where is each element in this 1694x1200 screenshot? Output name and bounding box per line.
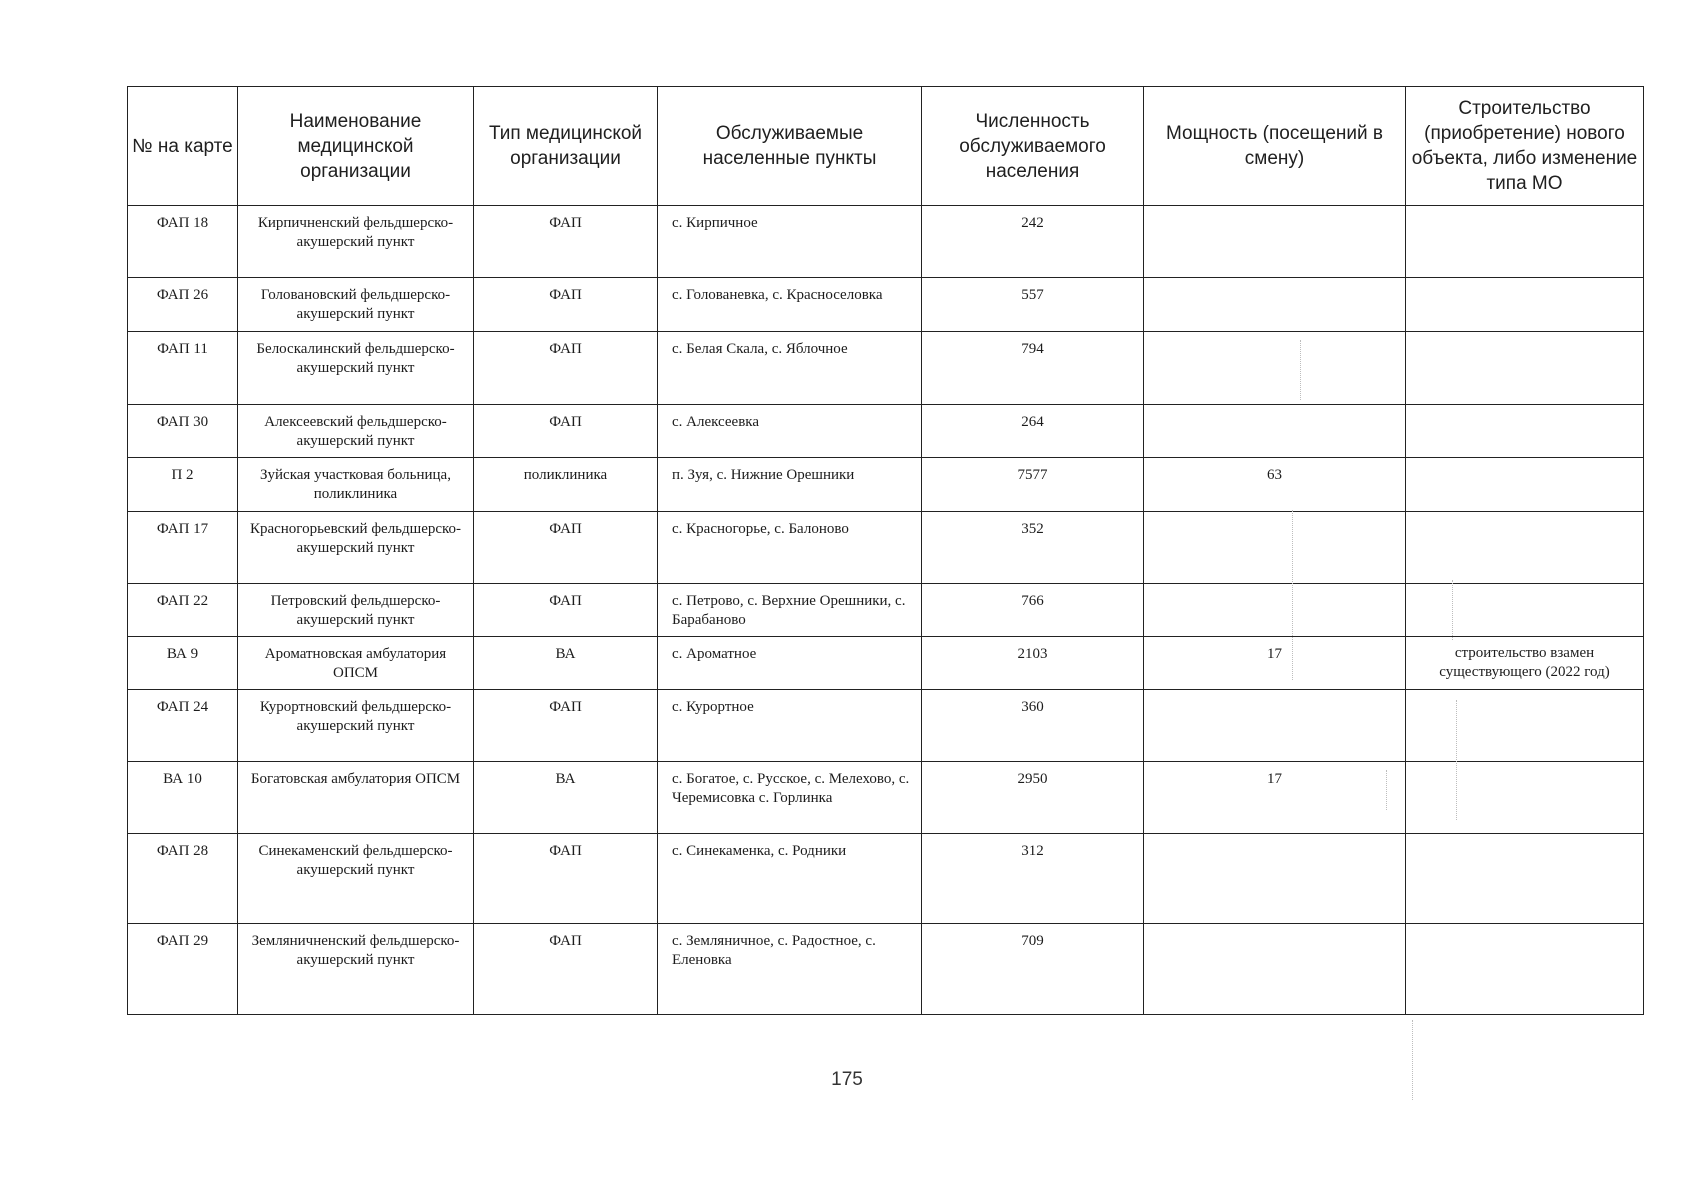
cell-organization-type: ФАП <box>474 512 658 584</box>
cell-map-number: ФАП 22 <box>128 584 238 637</box>
cell-settlements: с. Петрово, с. Верхние Орешники, с. Барабаново <box>658 584 922 637</box>
cell-settlements: с. Синекаменка, с. Родники <box>658 834 922 924</box>
cell-construction <box>1406 405 1644 458</box>
cell-organization-name: Белоскалинский фельдшерско- акушерский пункт <box>238 332 474 405</box>
cell-capacity <box>1144 278 1406 332</box>
cell-organization-type: ФАП <box>474 405 658 458</box>
cell-population: 766 <box>922 584 1144 637</box>
cell-map-number: ФАП 11 <box>128 332 238 405</box>
cell-organization-name: Ароматновская амбулатория ОПСМ <box>238 637 474 690</box>
cell-construction: строительство взамен существующего (2022 год) <box>1406 637 1644 690</box>
cell-map-number: ФАП 24 <box>128 690 238 762</box>
cell-organization-type: ФАП <box>474 278 658 332</box>
cell-map-number: ФАП 26 <box>128 278 238 332</box>
cell-population: 2103 <box>922 637 1144 690</box>
cell-construction <box>1406 584 1644 637</box>
scan-artifact <box>1386 770 1387 810</box>
cell-organization-type: ФАП <box>474 834 658 924</box>
cell-map-number: ФАП 29 <box>128 924 238 1015</box>
cell-population: 264 <box>922 405 1144 458</box>
cell-population: 352 <box>922 512 1144 584</box>
page-number: 175 <box>831 1069 863 1090</box>
cell-capacity <box>1144 206 1406 278</box>
cell-population: 312 <box>922 834 1144 924</box>
medical-organizations-table <box>127 86 1644 1015</box>
cell-capacity: 17 <box>1144 762 1406 834</box>
cell-organization-type: ФАП <box>474 332 658 405</box>
header-organization-type: Тип медицинской организации <box>474 87 658 206</box>
cell-organization-name: Головановский фельдшерско-акушерский пункт <box>238 278 474 332</box>
cell-capacity: 17 <box>1144 637 1406 690</box>
cell-organization-name: Богатовская амбулатория ОПСМ <box>238 762 474 834</box>
scan-artifact <box>1300 340 1301 400</box>
cell-settlements: с. Красногорье, с. Балоново <box>658 512 922 584</box>
header-construction: Строительство (приобретение) нового объекта, либо изменение типа МО <box>1406 87 1644 206</box>
scan-artifact <box>1456 700 1457 820</box>
cell-map-number: ФАП 28 <box>128 834 238 924</box>
cell-organization-type: поликлиника <box>474 458 658 512</box>
cell-population: 242 <box>922 206 1144 278</box>
cell-organization-type: ВА <box>474 637 658 690</box>
cell-capacity <box>1144 834 1406 924</box>
cell-population: 360 <box>922 690 1144 762</box>
cell-settlements: с. Ароматное <box>658 637 922 690</box>
cell-construction <box>1406 458 1644 512</box>
header-capacity: Мощность (посещений в смену) <box>1144 87 1406 206</box>
cell-capacity <box>1144 332 1406 405</box>
cell-organization-name: Красногорьевский фельдшерско- акушерский пункт <box>238 512 474 584</box>
cell-settlements: п. Зуя, с. Нижние Орешники <box>658 458 922 512</box>
cell-organization-name: Синекаменский фельдшерско- акушерский пункт <box>238 834 474 924</box>
scan-artifact <box>1292 510 1293 680</box>
cell-organization-type: ФАП <box>474 690 658 762</box>
cell-map-number: ВА 10 <box>128 762 238 834</box>
cell-construction <box>1406 332 1644 405</box>
header-row <box>128 87 1644 206</box>
header-settlements: Обслуживаемые населенные пункты <box>658 87 922 206</box>
cell-construction <box>1406 690 1644 762</box>
cell-population: 709 <box>922 924 1144 1015</box>
table-row <box>128 637 1644 690</box>
cell-settlements: с. Земляничное, с. Радостное, с. Еленовка <box>658 924 922 1015</box>
table-row <box>128 512 1644 584</box>
cell-capacity: 63 <box>1144 458 1406 512</box>
cell-construction <box>1406 924 1644 1015</box>
table-row <box>128 278 1644 332</box>
table-row <box>128 332 1644 405</box>
cell-settlements: с. Голованевка, с. Красноселовка <box>658 278 922 332</box>
cell-organization-name: Алексеевский фельдшерско-акушерский пункт <box>238 405 474 458</box>
cell-settlements: с. Богатое, с. Русское, с. Мелехово, с. Черемисовка с. Горлинка <box>658 762 922 834</box>
header-organization-name: Наименование медицинской организации <box>238 87 474 206</box>
cell-organization-name: Зуйская участковая больница, поликлиника <box>238 458 474 512</box>
cell-population: 7577 <box>922 458 1144 512</box>
cell-settlements: с. Кирпичное <box>658 206 922 278</box>
cell-capacity <box>1144 512 1406 584</box>
cell-population: 557 <box>922 278 1144 332</box>
cell-capacity <box>1144 690 1406 762</box>
cell-organization-name: Кирпичненский фельдшерско- акушерский пункт <box>238 206 474 278</box>
cell-organization-type: ФАП <box>474 924 658 1015</box>
cell-settlements: с. Алексеевка <box>658 405 922 458</box>
cell-organization-name: Курортновский фельдшерско- акушерский пункт <box>238 690 474 762</box>
table-row <box>128 206 1644 278</box>
cell-population: 794 <box>922 332 1144 405</box>
cell-capacity <box>1144 584 1406 637</box>
cell-settlements: с. Белая Скала, с. Яблочное <box>658 332 922 405</box>
table-row <box>128 584 1644 637</box>
cell-population: 2950 <box>922 762 1144 834</box>
header-map-number: № на карте <box>128 87 238 206</box>
cell-organization-name: Земляничненский фельдшерско- акушерский пункт <box>238 924 474 1015</box>
cell-map-number: ФАП 30 <box>128 405 238 458</box>
cell-capacity <box>1144 924 1406 1015</box>
cell-capacity <box>1144 405 1406 458</box>
table-row <box>128 834 1644 924</box>
cell-settlements: с. Курортное <box>658 690 922 762</box>
cell-construction <box>1406 278 1644 332</box>
cell-construction <box>1406 834 1644 924</box>
cell-organization-type: ВА <box>474 762 658 834</box>
table-row <box>128 405 1644 458</box>
cell-map-number: ФАП 17 <box>128 512 238 584</box>
cell-organization-type: ФАП <box>474 584 658 637</box>
table-row <box>128 762 1644 834</box>
cell-organization-type: ФАП <box>474 206 658 278</box>
cell-organization-name: Петровский фельдшерско-акушерский пункт <box>238 584 474 637</box>
cell-construction <box>1406 762 1644 834</box>
cell-map-number: П 2 <box>128 458 238 512</box>
table-row <box>128 924 1644 1015</box>
cell-map-number: ВА 9 <box>128 637 238 690</box>
header-population: Численность обслуживаемого населения <box>922 87 1144 206</box>
table-row <box>128 690 1644 762</box>
table-row <box>128 458 1644 512</box>
cell-construction <box>1406 206 1644 278</box>
scan-artifact <box>1452 580 1453 640</box>
cell-map-number: ФАП 18 <box>128 206 238 278</box>
cell-construction <box>1406 512 1644 584</box>
